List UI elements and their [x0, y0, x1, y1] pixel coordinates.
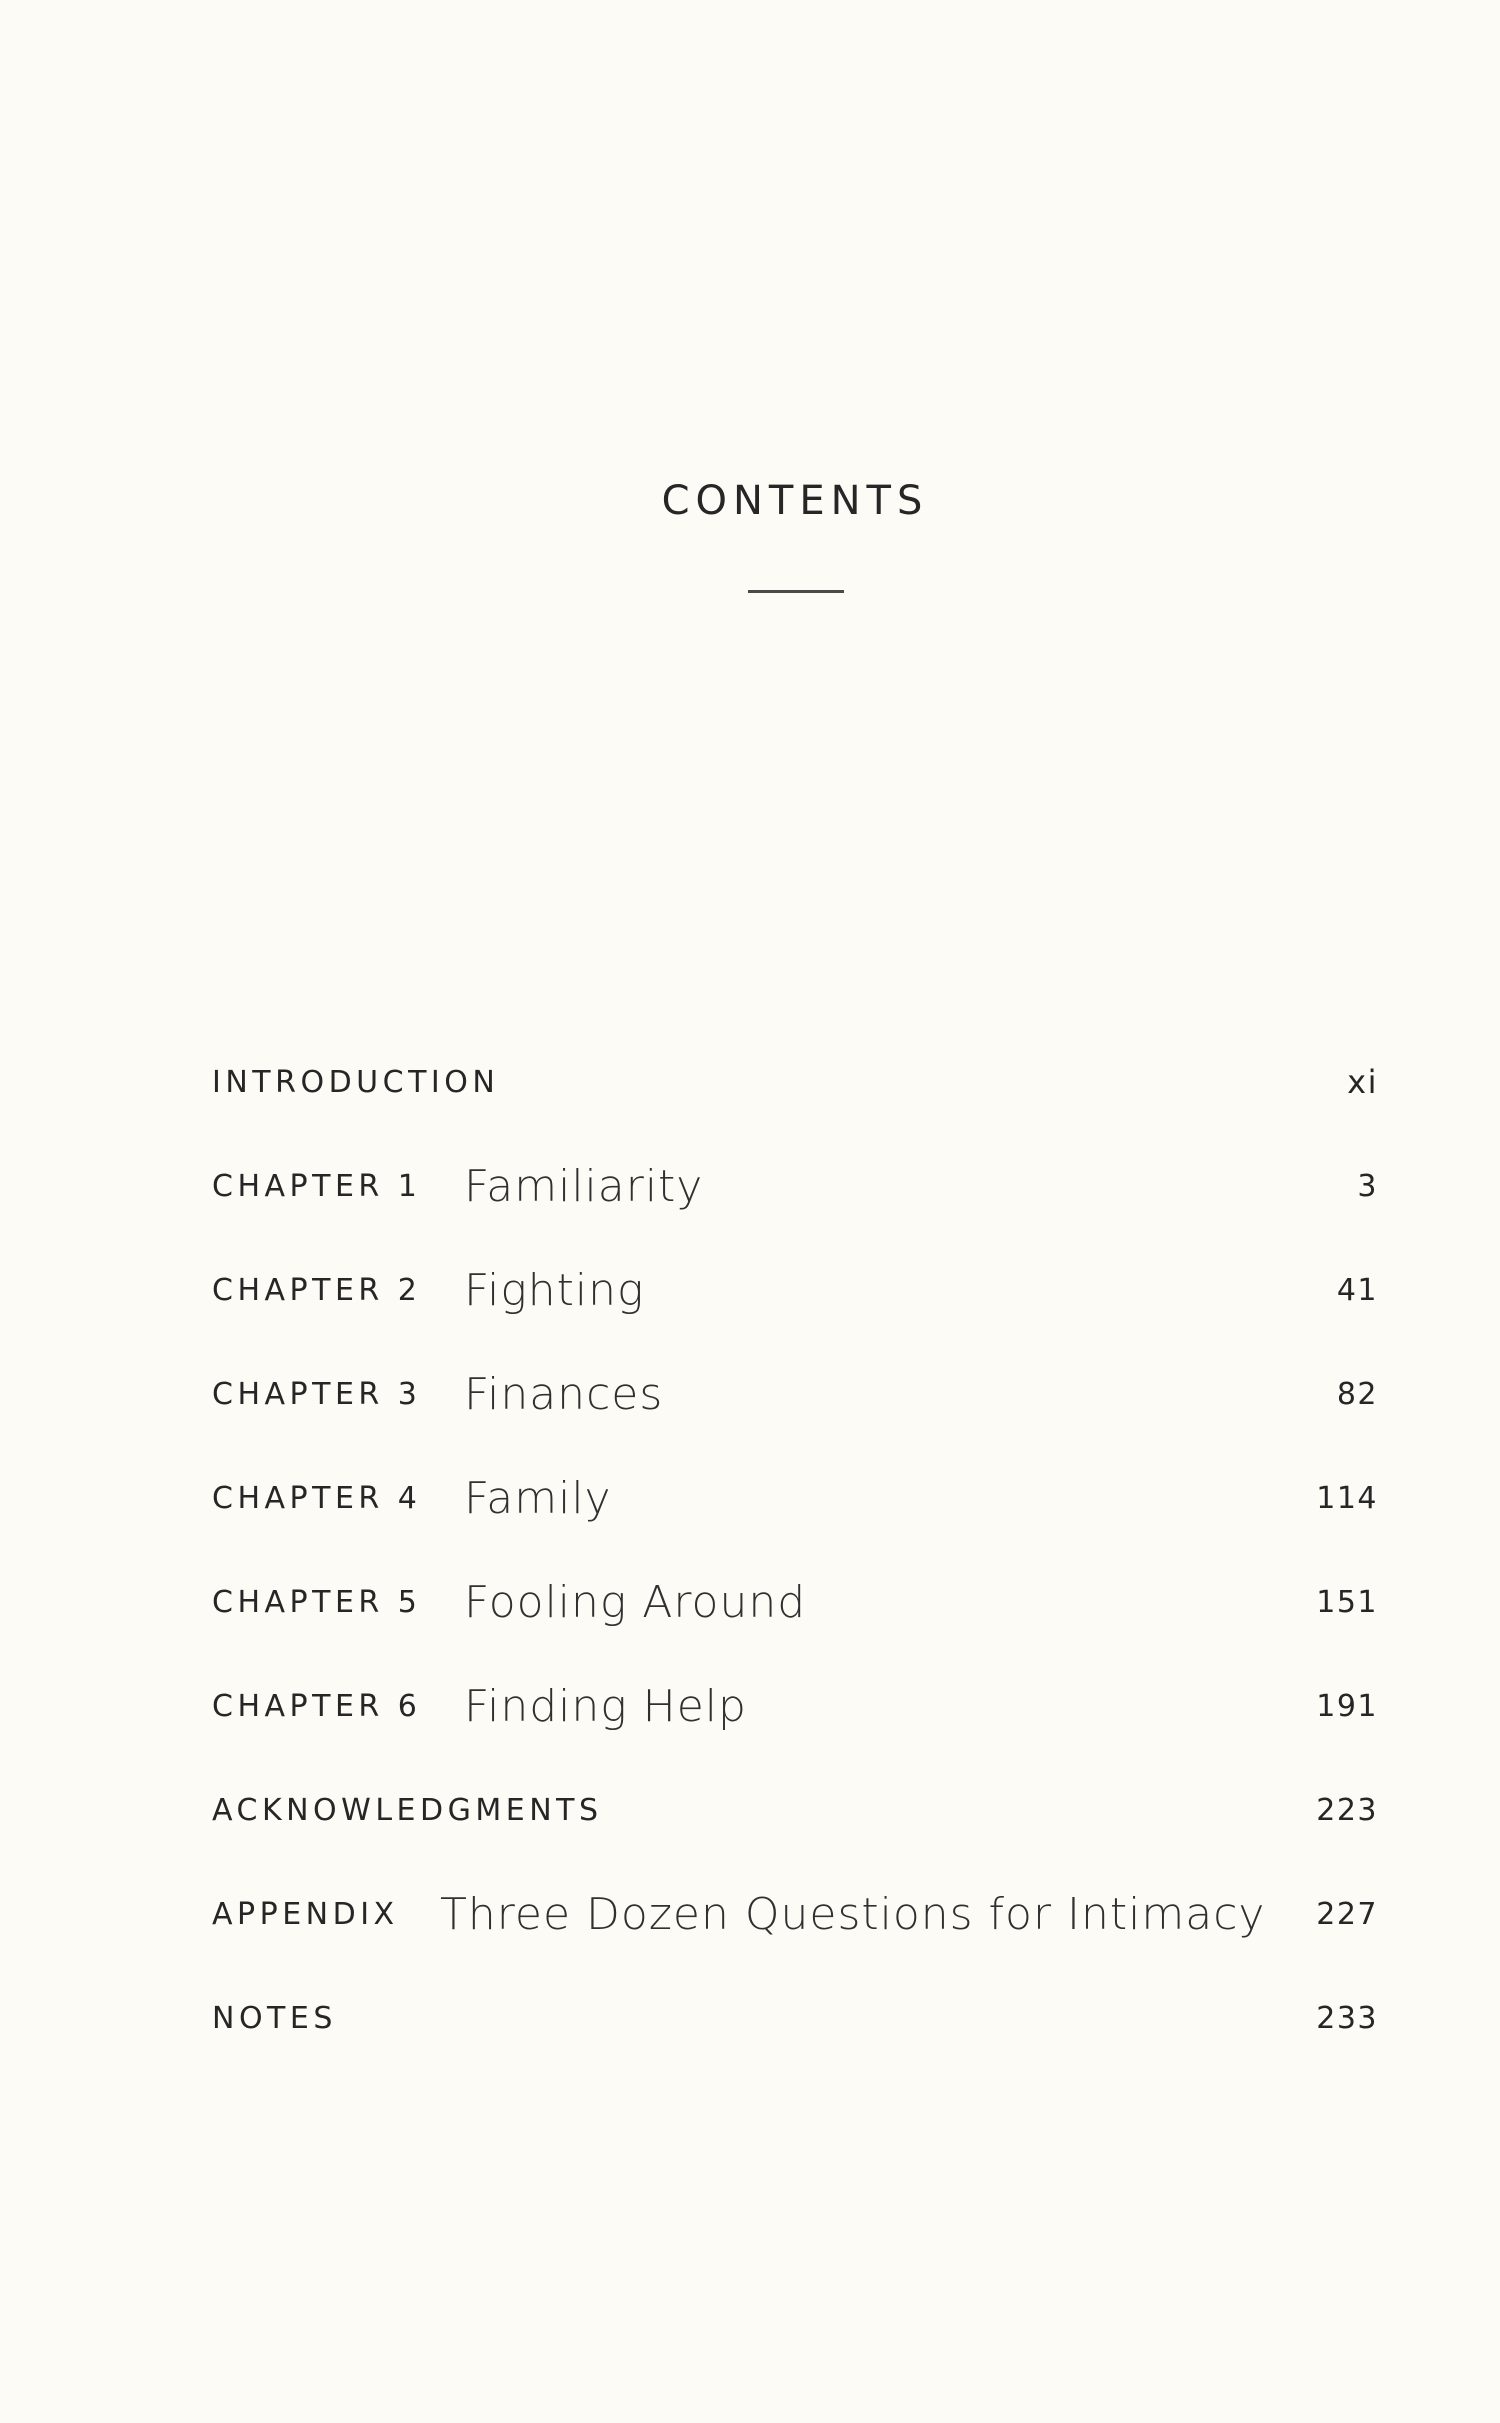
toc-entry-page: xi: [1347, 1063, 1378, 1101]
toc-entry-label: APPENDIX: [212, 1896, 399, 1932]
toc-entry-page: 151: [1316, 1584, 1378, 1620]
toc-entry-page: 227: [1316, 1896, 1378, 1932]
toc-entry-title: Fooling Around: [464, 1576, 807, 1628]
table-of-contents: [212, 1030, 1378, 2070]
toc-entry-chapter-1: [212, 1134, 1378, 1238]
toc-entry-title: Finding Help: [464, 1680, 747, 1732]
toc-entry-label: ACKNOWLEDGMENTS: [212, 1792, 603, 1828]
toc-entry-chapter-4: [212, 1446, 1378, 1550]
toc-entry-page: 3: [1357, 1168, 1378, 1204]
toc-entry-title: Finances: [464, 1368, 664, 1420]
toc-entry-introduction: [212, 1030, 1378, 1134]
toc-entry-chapter-3: [212, 1342, 1378, 1446]
toc-entry-page: 114: [1316, 1480, 1378, 1516]
toc-entry-chapter-6: [212, 1654, 1378, 1758]
toc-entry-title: Family: [464, 1472, 612, 1524]
toc-entry-label: CHAPTER 3: [212, 1376, 422, 1412]
toc-entry-label: NOTES: [212, 2000, 337, 2036]
toc-entry-chapter-5: [212, 1550, 1378, 1654]
toc-entry-label: CHAPTER 6: [212, 1688, 422, 1724]
toc-entry-page: 223: [1316, 1792, 1378, 1828]
toc-entry-title: Familiarity: [464, 1160, 704, 1212]
toc-entry-label: CHAPTER 4: [212, 1480, 422, 1516]
toc-entry-label: INTRODUCTION: [212, 1064, 500, 1100]
toc-entry-label: CHAPTER 2: [212, 1272, 422, 1308]
heading-divider: [748, 590, 844, 593]
contents-heading: CONTENTS: [661, 478, 929, 524]
toc-entry-page: 233: [1316, 2000, 1378, 2036]
toc-entry-notes: [212, 1966, 1378, 2070]
toc-entry-label: CHAPTER 5: [212, 1584, 422, 1620]
toc-entry-chapter-2: [212, 1238, 1378, 1342]
toc-entry-label: CHAPTER 1: [212, 1168, 422, 1204]
toc-entry-title: Fighting: [464, 1264, 645, 1316]
toc-entry-title: Three Dozen Questions for Intimacy: [440, 1888, 1266, 1940]
toc-entry-page: 191: [1316, 1688, 1378, 1724]
toc-entry-page: 41: [1336, 1272, 1378, 1308]
toc-entry-page: 82: [1336, 1376, 1378, 1412]
toc-entry-appendix: [212, 1862, 1378, 1966]
toc-entry-acknowledgments: [212, 1758, 1378, 1862]
